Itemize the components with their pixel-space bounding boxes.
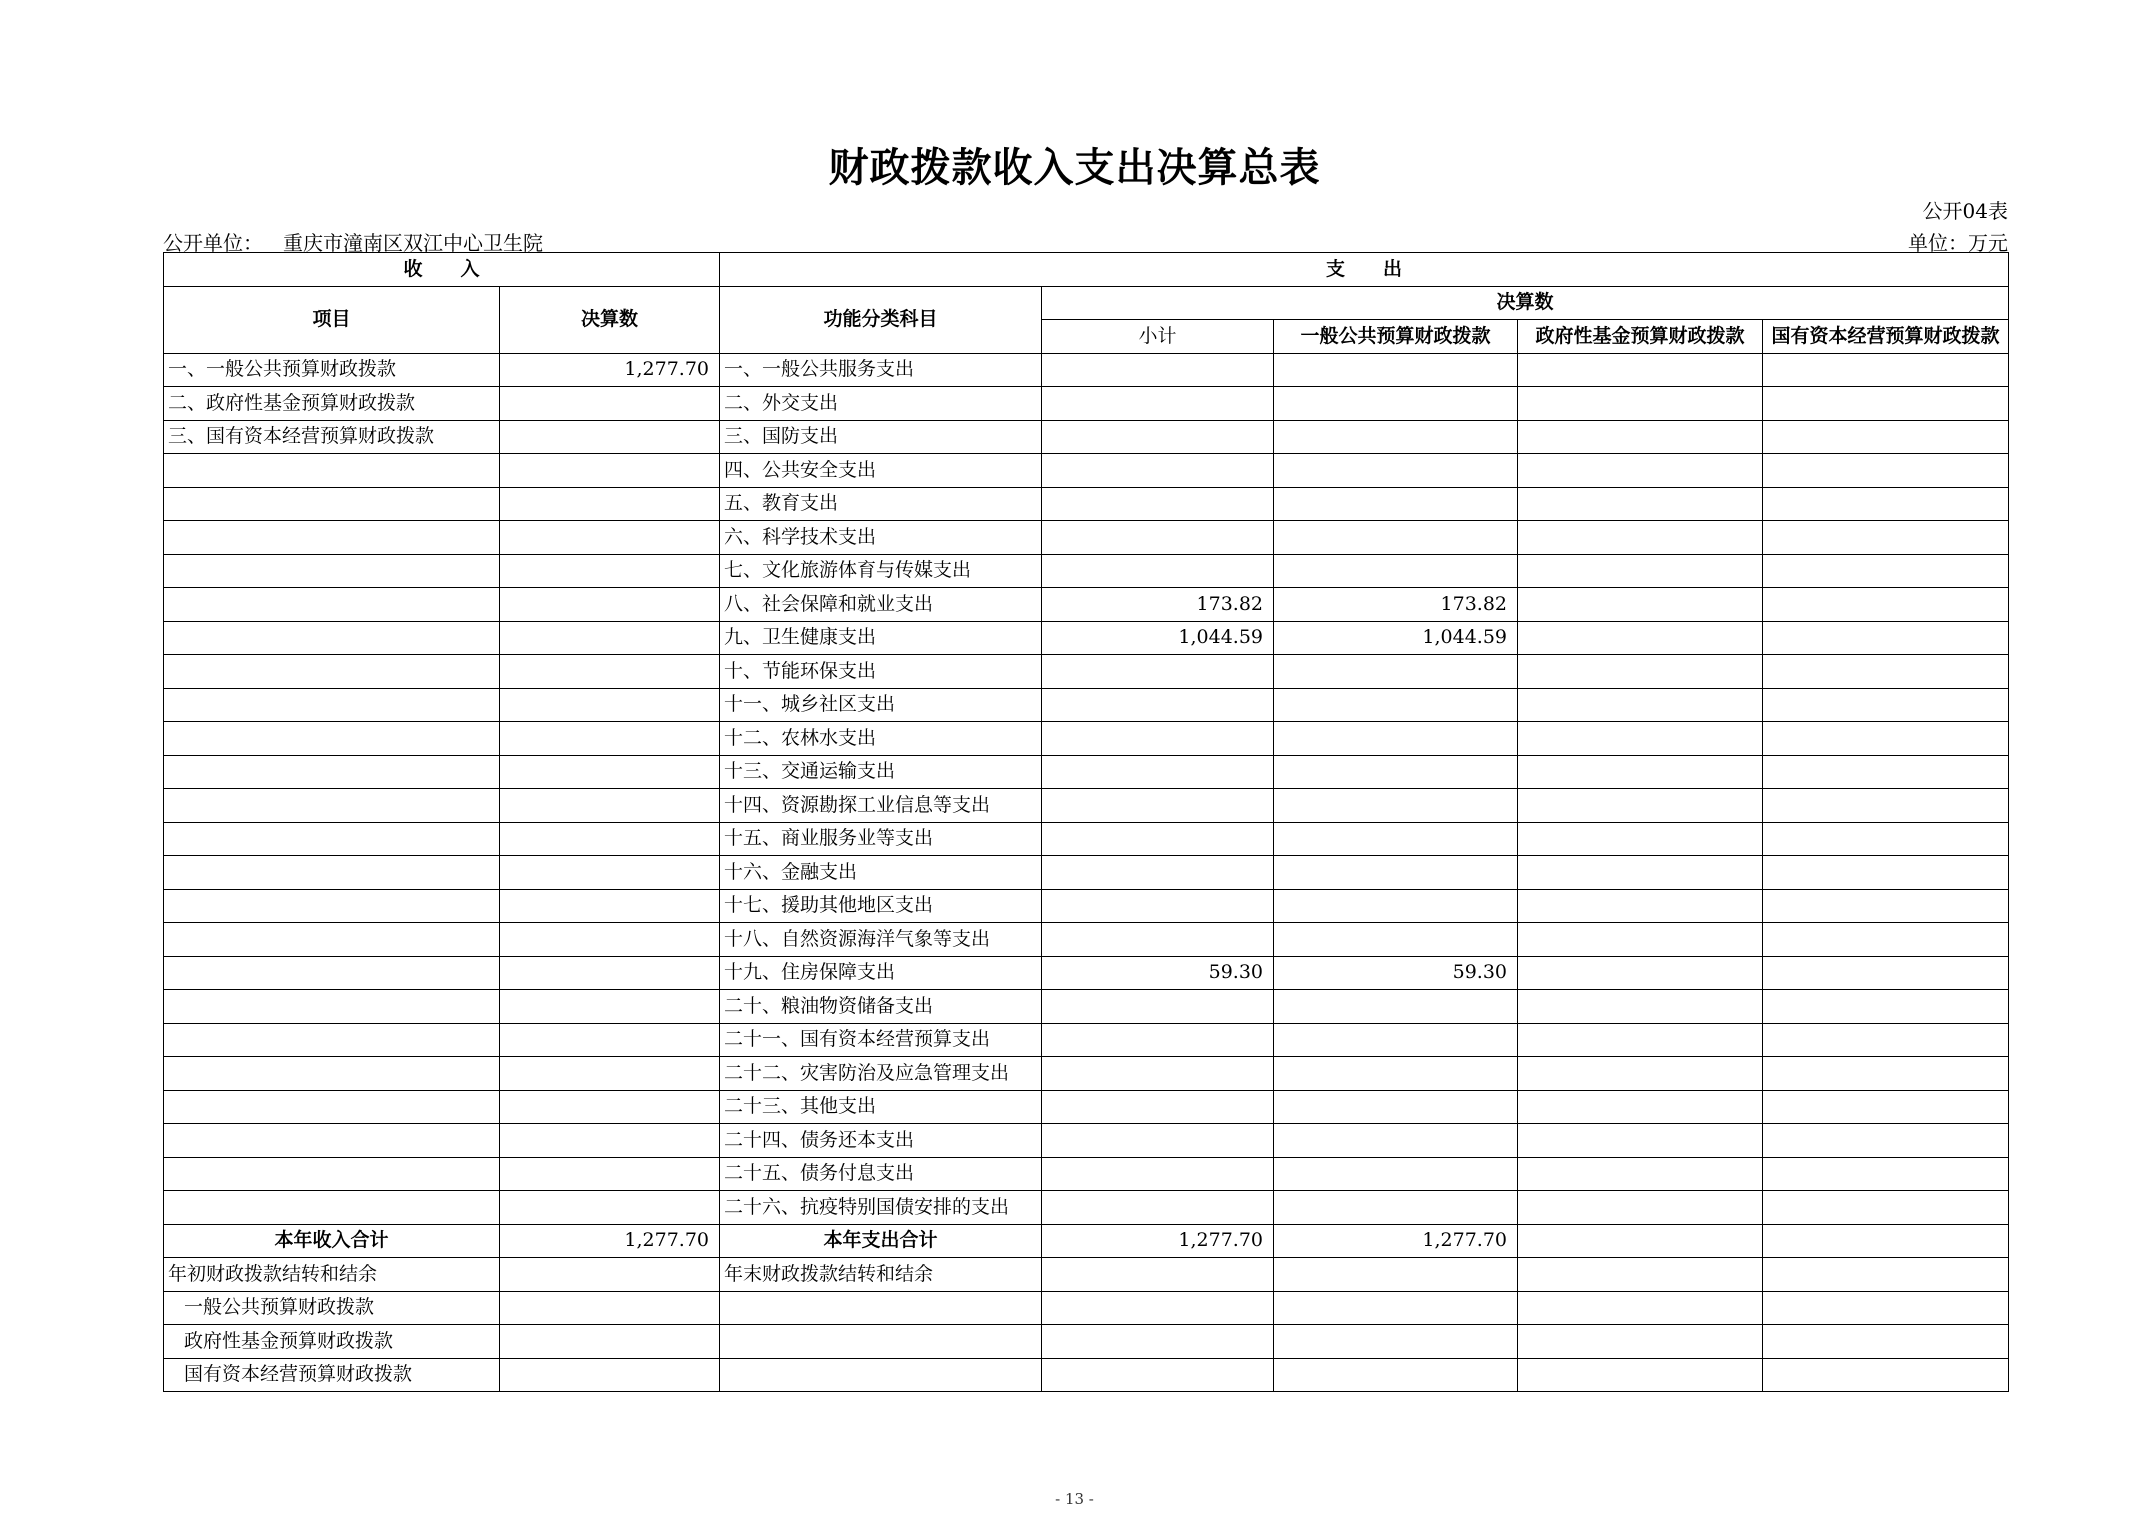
subtotal-cell: [1042, 722, 1274, 756]
subtotal-cell: [1042, 822, 1274, 856]
expense-total-fund: [1518, 1224, 1763, 1258]
income-amount-cell: [500, 521, 720, 555]
table-row: [164, 521, 2009, 555]
fund-budget-cell: [1518, 655, 1763, 689]
income-item-cell: [164, 923, 500, 957]
expense-item-cell: 九、卫生健康支出: [720, 621, 1042, 655]
carryover-subitem-row: [164, 1358, 2009, 1392]
subtotal-cell: [1042, 454, 1274, 488]
income-item-cell: [164, 454, 500, 488]
subtotal-cell: 1,044.59: [1042, 621, 1274, 655]
general-budget-cell: [1274, 420, 1518, 454]
table-row: [164, 454, 2009, 488]
subtotal-cell: [1042, 889, 1274, 923]
expense-item-cell: 四、公共安全支出: [720, 454, 1042, 488]
income-item-cell: [164, 722, 500, 756]
expense-item-cell: 七、文化旅游体育与传媒支出: [720, 554, 1042, 588]
fund-budget-cell: [1518, 789, 1763, 823]
empty-cell: [720, 1291, 1042, 1325]
fund-budget-cell: [1518, 889, 1763, 923]
expense-total-label: 本年支出合计: [720, 1224, 1042, 1258]
table-row: [164, 621, 2009, 655]
income-amount-cell: [500, 956, 720, 990]
table-row: [164, 1090, 2009, 1124]
state-capital-cell: [1763, 387, 2009, 421]
general-budget-cell: [1274, 1057, 1518, 1091]
subtotal-cell: [1042, 923, 1274, 957]
income-item-cell: [164, 1124, 500, 1158]
income-total-label: 本年收入合计: [164, 1224, 500, 1258]
totals-row: [164, 1224, 2009, 1258]
general-budget-cell: [1274, 1023, 1518, 1057]
subtotal-cell: 59.30: [1042, 956, 1274, 990]
empty-cell: [1763, 1258, 2009, 1292]
income-amount-cell: [500, 722, 720, 756]
table-row: [164, 554, 2009, 588]
subtotal-cell: [1042, 1057, 1274, 1091]
table-row: [164, 353, 2009, 387]
income-total-amount: 1,277.70: [500, 1224, 720, 1258]
carryover-income-label: 年初财政拨款结转和结余: [164, 1258, 500, 1292]
expense-item-cell: 一、一般公共服务支出: [720, 353, 1042, 387]
expense-item-cell: 十一、城乡社区支出: [720, 688, 1042, 722]
table-row: [164, 487, 2009, 521]
state-capital-cell: [1763, 990, 2009, 1024]
income-amount-cell: [500, 755, 720, 789]
fund-budget-cell: [1518, 1090, 1763, 1124]
income-header: 收 入: [164, 253, 720, 287]
table-row: [164, 387, 2009, 421]
general-budget-cell: [1274, 487, 1518, 521]
amount-header: 决算数: [500, 286, 720, 353]
state-capital-cell: [1763, 588, 2009, 622]
expense-item-cell: 十七、援助其他地区支出: [720, 889, 1042, 923]
income-item-cell: [164, 755, 500, 789]
subtotal-cell: [1042, 1157, 1274, 1191]
state-capital-cell: [1763, 1090, 2009, 1124]
expense-item-cell: 二十三、其他支出: [720, 1090, 1042, 1124]
income-item-cell: [164, 1191, 500, 1225]
final-amount-header: 决算数: [1042, 286, 2009, 320]
income-amount-cell: [500, 621, 720, 655]
expense-item-cell: 二十六、抗疫特别国债安排的支出: [720, 1191, 1042, 1225]
expense-item-cell: 二十四、债务还本支出: [720, 1124, 1042, 1158]
income-amount-cell: [500, 1057, 720, 1091]
state-capital-cell: [1763, 1157, 2009, 1191]
fund-budget-cell: [1518, 1124, 1763, 1158]
table-row: [164, 856, 2009, 890]
empty-cell: [1763, 1291, 2009, 1325]
state-capital-cell: [1763, 554, 2009, 588]
state-capital-cell: [1763, 889, 2009, 923]
state-capital-header: 国有资本经营预算财政拨款: [1763, 320, 2009, 354]
state-capital-cell: [1763, 688, 2009, 722]
subtotal-cell: [1042, 554, 1274, 588]
income-item-cell: 二、政府性基金预算财政拨款: [164, 387, 500, 421]
fund-budget-cell: [1518, 1191, 1763, 1225]
empty-cell: [1042, 1325, 1274, 1359]
fund-budget-cell: [1518, 923, 1763, 957]
expense-item-cell: 十八、自然资源海洋气象等支出: [720, 923, 1042, 957]
table-row: [164, 588, 2009, 622]
expense-item-cell: 二十五、债务付息支出: [720, 1157, 1042, 1191]
subtotal-cell: [1042, 1090, 1274, 1124]
general-budget-cell: [1274, 1157, 1518, 1191]
general-budget-cell: [1274, 755, 1518, 789]
fund-budget-cell: [1518, 856, 1763, 890]
expense-item-cell: 十三、交通运输支出: [720, 755, 1042, 789]
state-capital-cell: [1763, 722, 2009, 756]
expense-item-cell: 八、社会保障和就业支出: [720, 588, 1042, 622]
table-row: [164, 688, 2009, 722]
empty-cell: [1274, 1358, 1518, 1392]
expense-total-subtotal: 1,277.70: [1042, 1224, 1274, 1258]
subtotal-cell: [1042, 856, 1274, 890]
subtotal-cell: [1042, 688, 1274, 722]
carryover-subitem-label: 国有资本经营预算财政拨款: [164, 1358, 500, 1392]
fund-budget-cell: [1518, 1023, 1763, 1057]
fund-budget-cell: [1518, 353, 1763, 387]
table-row: [164, 889, 2009, 923]
expense-item-cell: 三、国防支出: [720, 420, 1042, 454]
subtotal-cell: [1042, 387, 1274, 421]
expense-item-cell: 二十二、灾害防治及应急管理支出: [720, 1057, 1042, 1091]
income-amount-cell: [500, 454, 720, 488]
carryover-subitem-row: [164, 1325, 2009, 1359]
empty-cell: [1042, 1258, 1274, 1292]
table-row: [164, 1057, 2009, 1091]
income-item-cell: [164, 487, 500, 521]
state-capital-cell: [1763, 923, 2009, 957]
carryover-expense-label: 年末财政拨款结转和结余: [720, 1258, 1042, 1292]
fund-budget-cell: [1518, 487, 1763, 521]
income-amount-cell: [500, 1124, 720, 1158]
income-amount-cell: [500, 1157, 720, 1191]
general-budget-cell: 173.82: [1274, 588, 1518, 622]
subtotal-cell: [1042, 1023, 1274, 1057]
table-row: [164, 420, 2009, 454]
table-number: 公开04表: [1922, 199, 2008, 223]
fund-budget-cell: [1518, 722, 1763, 756]
empty-cell: [1763, 1358, 2009, 1392]
income-amount-cell: [500, 420, 720, 454]
subtotal-cell: [1042, 487, 1274, 521]
income-item-cell: [164, 621, 500, 655]
income-item-cell: [164, 521, 500, 555]
subtotal-cell: [1042, 420, 1274, 454]
table-row: [164, 1157, 2009, 1191]
table-row: [164, 789, 2009, 823]
page-number: - 13 -: [1055, 1490, 1094, 1508]
general-budget-cell: [1274, 856, 1518, 890]
state-capital-cell: [1763, 655, 2009, 689]
subtotal-cell: 173.82: [1042, 588, 1274, 622]
subtotal-cell: [1042, 1124, 1274, 1158]
state-capital-cell: [1763, 822, 2009, 856]
income-item-cell: 三、国有资本经营预算财政拨款: [164, 420, 500, 454]
general-budget-cell: [1274, 454, 1518, 488]
general-budget-cell: [1274, 822, 1518, 856]
income-item-cell: [164, 822, 500, 856]
general-budget-cell: 59.30: [1274, 956, 1518, 990]
fund-budget-cell: [1518, 956, 1763, 990]
general-budget-cell: [1274, 1191, 1518, 1225]
income-item-cell: [164, 1057, 500, 1091]
income-amount-cell: [500, 387, 720, 421]
general-budget-cell: [1274, 353, 1518, 387]
income-item-cell: [164, 856, 500, 890]
state-capital-cell: [1763, 1057, 2009, 1091]
empty-cell: [1518, 1358, 1763, 1392]
fund-budget-cell: [1518, 990, 1763, 1024]
state-capital-cell: [1763, 487, 2009, 521]
page-title: 财政拨款收入支出决算总表: [828, 145, 1321, 191]
income-item-cell: [164, 956, 500, 990]
table-row: [164, 722, 2009, 756]
general-budget-cell: [1274, 521, 1518, 555]
fund-budget-cell: [1518, 621, 1763, 655]
state-capital-cell: [1763, 956, 2009, 990]
subtotal-cell: [1042, 755, 1274, 789]
subtotal-cell: [1042, 353, 1274, 387]
budget-table: [163, 252, 2009, 1392]
income-amount-cell: [500, 588, 720, 622]
expense-item-cell: 二十一、国有资本经营预算支出: [720, 1023, 1042, 1057]
subtotal-cell: [1042, 521, 1274, 555]
empty-cell: [1042, 1291, 1274, 1325]
fund-budget-cell: [1518, 521, 1763, 555]
fund-budget-cell: [1518, 688, 1763, 722]
income-item-cell: [164, 1157, 500, 1191]
income-item-cell: [164, 990, 500, 1024]
income-amount-cell: [500, 655, 720, 689]
empty-cell: [500, 1358, 720, 1392]
expense-item-cell: 二、外交支出: [720, 387, 1042, 421]
carryover-subitem-row: [164, 1291, 2009, 1325]
expense-item-cell: 十四、资源勘探工业信息等支出: [720, 789, 1042, 823]
general-budget-cell: [1274, 923, 1518, 957]
empty-cell: [1274, 1291, 1518, 1325]
reporting-unit-label: 公开单位：: [163, 231, 263, 255]
table-row: [164, 1023, 2009, 1057]
state-capital-cell: [1763, 755, 2009, 789]
empty-cell: [1042, 1358, 1274, 1392]
carryover-subitem-label: 一般公共预算财政拨款: [164, 1291, 500, 1325]
income-amount-cell: [500, 1090, 720, 1124]
income-item-cell: [164, 789, 500, 823]
income-item-cell: [164, 1090, 500, 1124]
fund-budget-cell: [1518, 755, 1763, 789]
state-capital-cell: [1763, 1023, 2009, 1057]
fund-budget-cell: [1518, 454, 1763, 488]
expense-item-cell: 十、节能环保支出: [720, 655, 1042, 689]
general-budget-header: 一般公共预算财政拨款: [1274, 320, 1518, 354]
item-header: 项目: [164, 286, 500, 353]
general-budget-cell: [1274, 554, 1518, 588]
empty-cell: [500, 1258, 720, 1292]
income-item-cell: [164, 655, 500, 689]
empty-cell: [1763, 1325, 2009, 1359]
income-amount-cell: [500, 990, 720, 1024]
subtotal-cell: [1042, 1191, 1274, 1225]
table-row: [164, 990, 2009, 1024]
function-category-header: 功能分类科目: [720, 286, 1042, 353]
empty-cell: [1518, 1258, 1763, 1292]
income-amount-cell: [500, 487, 720, 521]
income-amount-cell: [500, 856, 720, 890]
fund-budget-header: 政府性基金预算财政拨款: [1518, 320, 1763, 354]
expense-item-cell: 十六、金融支出: [720, 856, 1042, 890]
expense-total-state: [1763, 1224, 2009, 1258]
state-capital-cell: [1763, 621, 2009, 655]
fund-budget-cell: [1518, 588, 1763, 622]
general-budget-cell: [1274, 722, 1518, 756]
income-item-cell: [164, 1023, 500, 1057]
state-capital-cell: [1763, 856, 2009, 890]
expense-item-cell: 二十、粮油物资储备支出: [720, 990, 1042, 1024]
expense-item-cell: 五、教育支出: [720, 487, 1042, 521]
empty-cell: [500, 1291, 720, 1325]
income-amount-cell: [500, 1191, 720, 1225]
general-budget-cell: [1274, 688, 1518, 722]
expense-item-cell: 十五、商业服务业等支出: [720, 822, 1042, 856]
expense-header: 支 出: [720, 253, 2009, 287]
income-amount-cell: 1,277.70: [500, 353, 720, 387]
state-capital-cell: [1763, 454, 2009, 488]
empty-cell: [720, 1325, 1042, 1359]
income-amount-cell: [500, 889, 720, 923]
reporting-unit-name: 重庆市潼南区双江中心卫生院: [283, 231, 543, 255]
table-row: [164, 755, 2009, 789]
income-item-cell: 一、一般公共预算财政拨款: [164, 353, 500, 387]
general-budget-cell: [1274, 990, 1518, 1024]
income-amount-cell: [500, 688, 720, 722]
empty-cell: [720, 1358, 1042, 1392]
table-row: [164, 655, 2009, 689]
subtotal-cell: [1042, 655, 1274, 689]
expense-item-cell: 六、科学技术支出: [720, 521, 1042, 555]
subtotal-cell: [1042, 990, 1274, 1024]
expense-item-cell: 十二、农林水支出: [720, 722, 1042, 756]
state-capital-cell: [1763, 1191, 2009, 1225]
fund-budget-cell: [1518, 822, 1763, 856]
state-capital-cell: [1763, 1124, 2009, 1158]
fund-budget-cell: [1518, 1057, 1763, 1091]
income-amount-cell: [500, 554, 720, 588]
currency-unit: 单位：万元: [1908, 231, 2008, 255]
expense-item-cell: 十九、住房保障支出: [720, 956, 1042, 990]
expense-total-general: 1,277.70: [1274, 1224, 1518, 1258]
empty-cell: [1274, 1325, 1518, 1359]
table-row: [164, 1124, 2009, 1158]
income-item-cell: [164, 889, 500, 923]
state-capital-cell: [1763, 353, 2009, 387]
general-budget-cell: [1274, 1124, 1518, 1158]
income-amount-cell: [500, 822, 720, 856]
fund-budget-cell: [1518, 420, 1763, 454]
state-capital-cell: [1763, 789, 2009, 823]
income-item-cell: [164, 554, 500, 588]
carryover-subitem-label: 政府性基金预算财政拨款: [164, 1325, 500, 1359]
general-budget-cell: [1274, 655, 1518, 689]
fund-budget-cell: [1518, 554, 1763, 588]
table-row: [164, 822, 2009, 856]
fund-budget-cell: [1518, 387, 1763, 421]
table-row: [164, 1191, 2009, 1225]
income-amount-cell: [500, 789, 720, 823]
empty-cell: [1274, 1258, 1518, 1292]
income-item-cell: [164, 688, 500, 722]
carryover-row: [164, 1258, 2009, 1292]
income-item-cell: [164, 588, 500, 622]
fund-budget-cell: [1518, 1157, 1763, 1191]
general-budget-cell: 1,044.59: [1274, 621, 1518, 655]
empty-cell: [1518, 1291, 1763, 1325]
empty-cell: [500, 1325, 720, 1359]
state-capital-cell: [1763, 420, 2009, 454]
subtotal-header: 小计: [1042, 320, 1274, 354]
general-budget-cell: [1274, 1090, 1518, 1124]
general-budget-cell: [1274, 387, 1518, 421]
table-row: [164, 956, 2009, 990]
income-amount-cell: [500, 1023, 720, 1057]
general-budget-cell: [1274, 789, 1518, 823]
table-row: [164, 923, 2009, 957]
empty-cell: [1518, 1325, 1763, 1359]
income-amount-cell: [500, 923, 720, 957]
subtotal-cell: [1042, 789, 1274, 823]
state-capital-cell: [1763, 521, 2009, 555]
general-budget-cell: [1274, 889, 1518, 923]
